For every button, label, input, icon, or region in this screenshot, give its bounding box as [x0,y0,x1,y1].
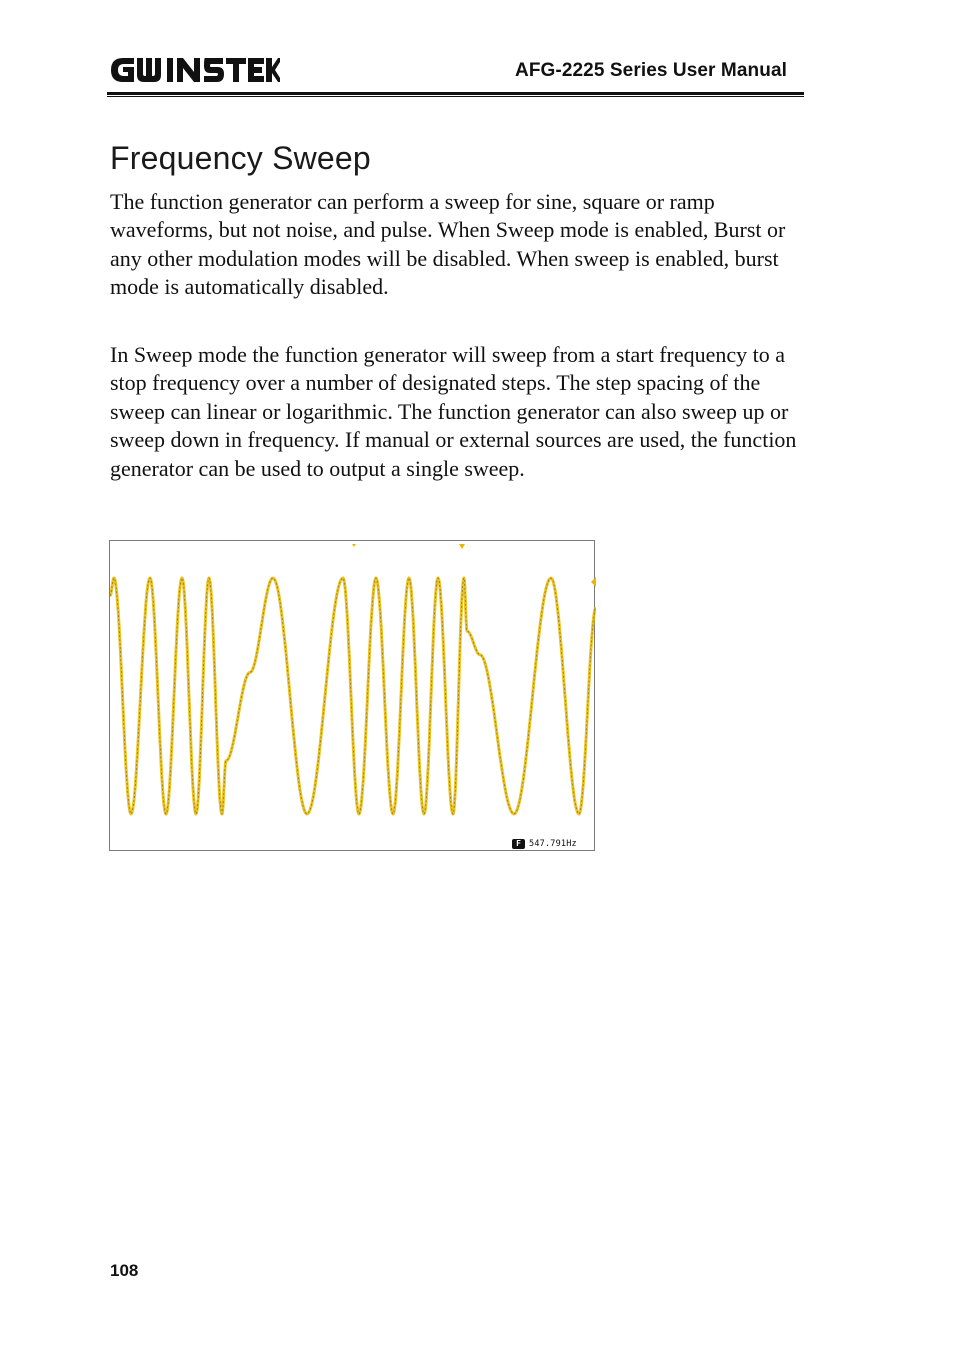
sweep-waveform-graphic [110,541,596,852]
body-paragraph-2: In Sweep mode the function generator will sweep from a start frequency to a stop frequency over a number of designated steps. The step spacing of the sweep can linear or logarithmic. The function generator can also sweep up or sweep down in frequency. If manual or external sources are used, the function generator can be used to output a single sweep. [110,342,797,481]
frequency-badge: F [512,839,525,849]
brand-text: GW INSTEK [110,56,116,57]
waveform-trace [110,578,596,814]
gw-instek-logo [110,56,280,84]
frequency-value: 547.791Hz [529,838,577,849]
manual-title: AFG-2225 Series User Manual [515,60,787,81]
channel-marker-icon [591,577,596,587]
header-rule [107,92,804,97]
trigger-marker-icon [459,544,465,549]
oscilloscope-screenshot [109,540,595,851]
section-title: Frequency Sweep [110,140,371,176]
cursor-marker-icon [352,544,356,547]
body-paragraph-1: The function generator can perform a sweep for sine, square or ramp waveforms, but not noise, and pulse. When Sweep mode is enabled, Burst or any other modulation modes will be disabled. When sweep is enabled, burst mode is automatically disabled. [110,189,786,300]
page-number: 108 [110,1261,139,1280]
frequency-readout [512,838,592,849]
